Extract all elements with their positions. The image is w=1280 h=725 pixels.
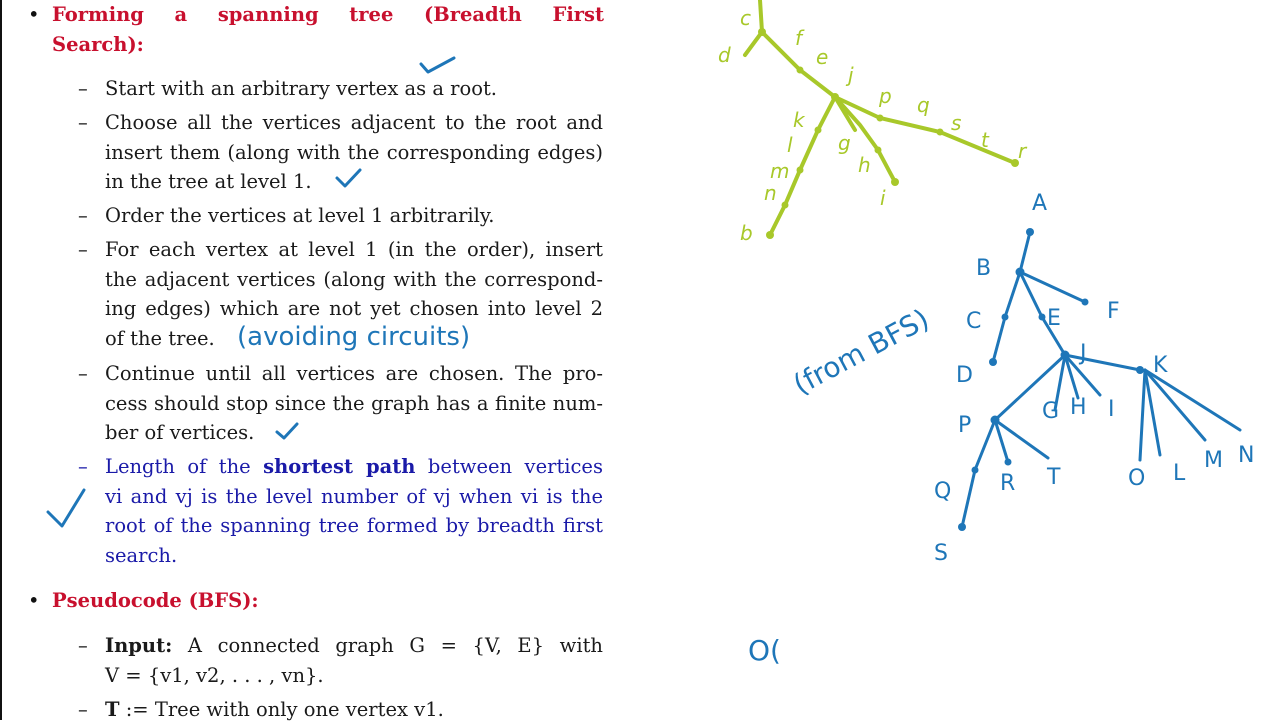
green-tree-nodes <box>758 28 1019 239</box>
svg-text:J: J <box>1080 341 1087 366</box>
bfs-heading-line1: Forming a spanning tree (Breadth First <box>52 3 604 26</box>
svg-text:M: M <box>1204 448 1223 473</box>
step-order: – Order the vertices at level 1 arbitrarily. <box>78 201 603 231</box>
bottom-scribble: O( <box>748 634 781 667</box>
svg-text:S: S <box>934 541 948 566</box>
pseudocode-heading-text: Pseudocode (BFS): <box>52 589 259 612</box>
green-tree-labels <box>718 6 1028 245</box>
svg-text:A: A <box>1032 191 1048 216</box>
svg-text:B: B <box>976 256 992 281</box>
from-bfs-note <box>788 302 935 401</box>
svg-text:L: L <box>1173 461 1186 486</box>
step-continue: – Continue until all vertices are chosen. The pro- cess should stop since the graph has a finite num- ber of vertices. <box>78 359 603 448</box>
svg-text:b: b <box>740 221 753 245</box>
step-shortest-path: – Length of the shortest path between vertices vi and vj is the level number of vj when vi is the root of the spanning tree formed by breadth first search. <box>78 452 603 570</box>
step-line: Continue until all vertices are chosen. The pro- <box>105 362 603 385</box>
svg-text:d: d <box>718 43 731 67</box>
shortest-path-line2: vi and vj is the level number of vj when vi is the <box>105 484 603 508</box>
svg-text:e: e <box>816 45 829 69</box>
pseudo-input-line2: V = {v1, v2, . . . , vn}. <box>105 663 324 687</box>
svg-text:H: H <box>1070 395 1087 420</box>
svg-text:R: R <box>1000 471 1016 496</box>
svg-text:O: O <box>1128 466 1146 491</box>
svg-text:p: p <box>879 84 892 108</box>
checkmark-icon <box>277 424 297 438</box>
pseudo-tree-line: T := Tree with only one vertex v1. <box>105 698 444 721</box>
svg-text:k: k <box>793 108 805 132</box>
svg-text:r: r <box>1018 139 1027 163</box>
svg-text:(from BFS): (from BFS) <box>787 302 935 402</box>
shortest-path-term: shortest path <box>263 455 416 478</box>
svg-text:F: F <box>1107 299 1120 324</box>
svg-text:P: P <box>958 413 972 438</box>
shortest-path-line3: root of the spanning tree formed by breadth first <box>105 514 603 537</box>
svg-text:t: t <box>981 128 989 152</box>
svg-text:I: I <box>1108 397 1115 422</box>
svg-text:K: K <box>1153 353 1168 378</box>
svg-text:l: l <box>787 133 793 157</box>
svg-text:m: m <box>770 159 790 183</box>
svg-text:T: T <box>1047 465 1061 490</box>
step-level2: – For each vertex at level 1 (in the order), insert the adjacent vertices (along with the correspond- ing edges) which are not yet chosen into level 2 of the tree. <box>78 235 603 353</box>
step-line: of the tree. <box>105 326 215 350</box>
svg-text:c: c <box>740 6 751 30</box>
svg-text:h: h <box>858 153 871 177</box>
svg-text:g: g <box>838 131 851 155</box>
bullet-icon: • <box>28 3 40 26</box>
svg-text:C: C <box>966 309 982 334</box>
svg-text:Q: Q <box>934 479 952 504</box>
svg-text:s: s <box>951 111 962 135</box>
shortest-path-line1: Length of the shortest path between vertices <box>105 455 603 478</box>
svg-text:G: G <box>1042 399 1060 424</box>
svg-text:q: q <box>917 93 930 117</box>
checkmark-icon <box>48 490 84 526</box>
checkmark-icon <box>421 58 454 72</box>
checkmark-icon <box>337 170 360 186</box>
svg-text:D: D <box>956 363 973 388</box>
blue-tree-labels <box>934 191 1254 566</box>
step-line: Start with an arbitrary vertex as a root. <box>105 77 498 100</box>
svg-text:E: E <box>1047 306 1061 331</box>
step-line: For each vertex at level 1 (in the order), insert <box>105 238 603 261</box>
step-line: Choose all the vertices adjacent to the root and <box>105 111 603 134</box>
pseudo-tree: – T := Tree with only one vertex v1. <box>78 695 603 725</box>
step-line: insert them (along with the corresponding edges) <box>105 140 603 164</box>
pseudo-input-line1: Input: A connected graph G = {V, E} with <box>105 634 603 657</box>
pseudo-input: – Input: A connected graph G = {V, E} with V = {v1, v2, . . . , vn}. <box>78 631 603 690</box>
svg-text:j: j <box>848 63 854 87</box>
step-root: – Start with an arbitrary vertex as a root. <box>78 74 603 104</box>
bfs-heading-line2: Search): <box>52 32 144 56</box>
step-line: the adjacent vertices (along with the correspond- <box>105 267 603 291</box>
svg-text:n: n <box>764 181 777 205</box>
step-level1: – Choose all the vertices adjacent to the root and insert them (along with the corresponding edges) in the tree at level 1. <box>78 108 603 197</box>
svg-text:f: f <box>795 26 803 50</box>
svg-text:i: i <box>880 186 886 210</box>
step-line: ber of vertices. <box>105 421 255 444</box>
bullet-icon: • <box>28 589 40 612</box>
svg-text:N: N <box>1238 443 1255 468</box>
shortest-path-line4: search. <box>105 543 178 567</box>
step-line: in the tree at level 1. <box>105 170 312 193</box>
step-line: ing edges) which are not yet chosen into level 2 <box>105 297 603 320</box>
step-line: cess should stop since the graph has a finite num- <box>105 391 603 415</box>
circuits-note: (avoiding circuits) <box>237 322 471 352</box>
step-line: Order the vertices at level 1 arbitrarily. <box>105 204 495 227</box>
